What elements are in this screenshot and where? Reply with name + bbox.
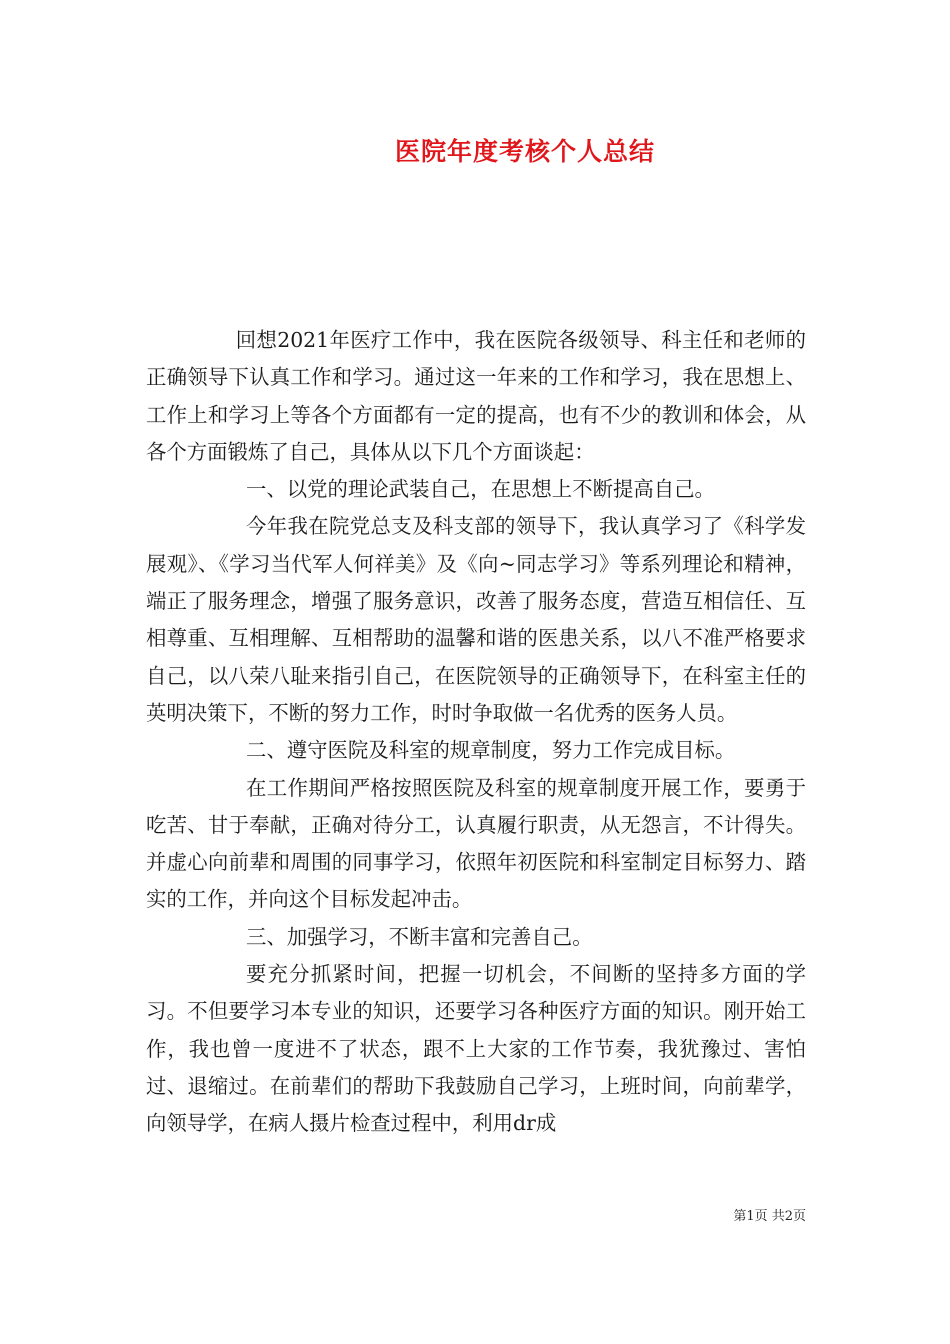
document-title: 医院年度考核个人总结 [394,137,655,166]
document-body [146,322,806,1143]
paragraph-section-2: 在工作期间严格按照医院及科室的规章制度开展工作，要勇于吃苦、甘于奉献，正确对待分工，认真履行职责，从无怨言，不计得失。并虚心向前辈和周围的同事学习，依照年初医院和科室制定目标努力、踏实的工作，并向这个目标发起冲击。 [146,775,806,912]
paragraph-section-3: 要充分抓紧时间，把握一切机会，不间断的坚持多方面的学习。不但要学习本专业的知识，还要学习各种医疗方面的知识。刚开始工作，我也曾一度进不了状态，跟不上大家的工作节奏，我犹豫过、害怕过、退缩过。在前辈们的帮助下我鼓励自己学习，上班时间，向前辈学，向领导学，在病人摄片检查过程中，利用dr成 [146,962,806,1136]
paragraph-section-1: 今年我在院党总支及科支部的领导下，我认真学习了《科学发展观》、《学习当代军人何祥美》及《向~同志学习》等系列理论和精神，端正了服务理念，增强了服务意识，改善了服务态度，营造互相信任、互相尊重、互相理解、互相帮助的温馨和谐的医患关系，以八不准严格要求自己，以八荣八耻来指引自己，在医院领导的正确领导下，在科室主任的英明决策下，不断的努力工作，时时争取做一名优秀的医务人员。 [146,514,806,725]
section-heading-2: 二、遵守医院及科室的规章制度，努力工作完成目标。 [245,738,736,763]
page-number-footer: 第1页 共2页 [733,1209,806,1224]
paragraph-intro: 回想2021年医疗工作中，我在医院各级领导、科主任和老师的正确领导下认真工作和学习。通过这一年来的工作和学习，我在思想上、工作上和学习上等各个方面都有一定的提高，也有不少的教训和体会，从各个方面锻炼了自己，具体从以下几个方面谈起： [146,328,806,464]
section-heading-3: 三、加强学习，不断丰富和完善自己。 [245,924,593,949]
section-heading-1: 一、以党的理论武装自己，在思想上不断提高自己。 [245,477,715,502]
